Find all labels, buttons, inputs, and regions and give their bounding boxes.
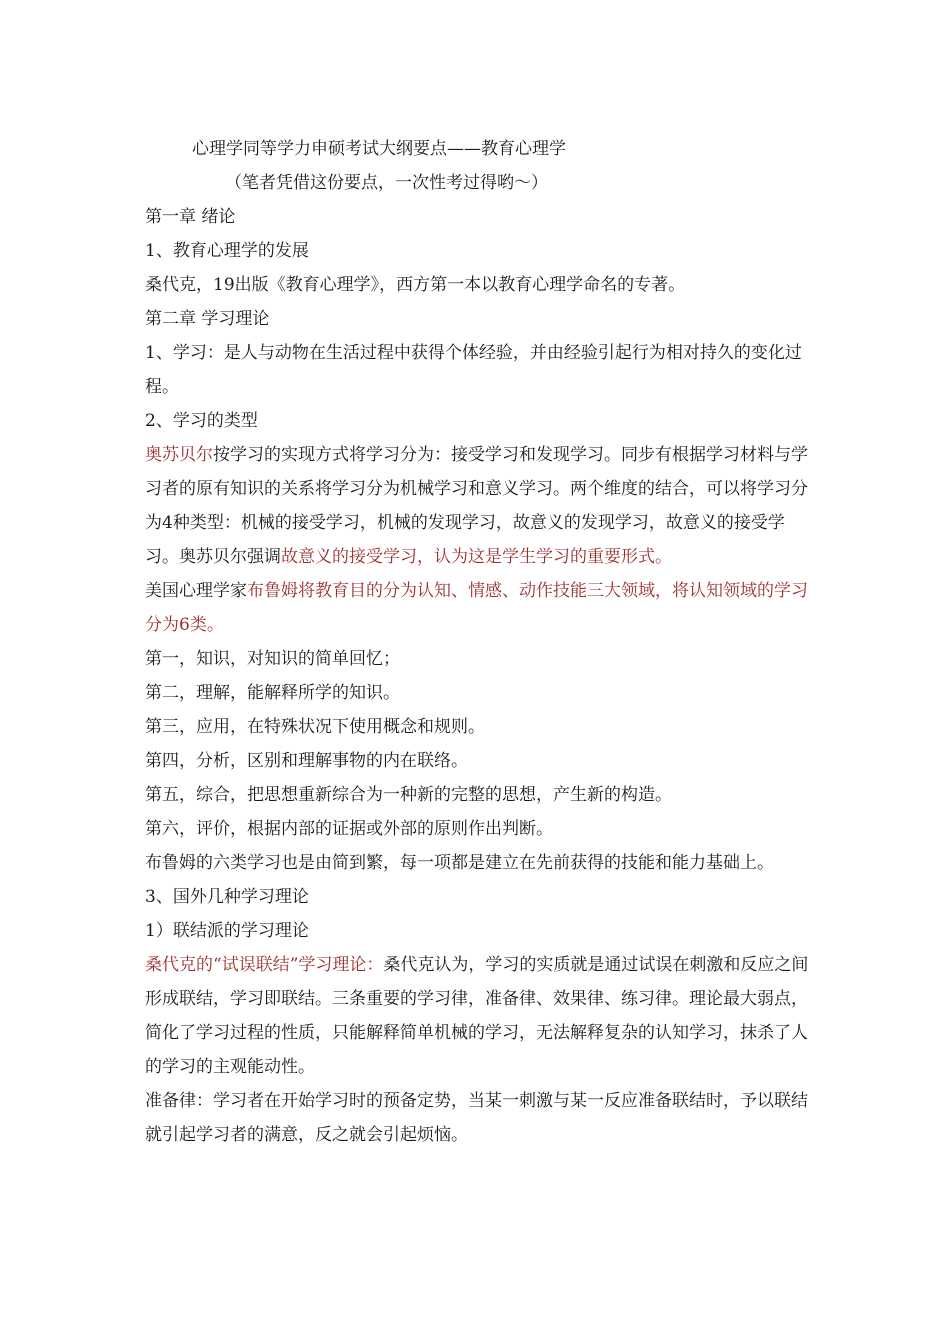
section-heading: 3、国外几种学习理论 bbox=[145, 887, 309, 907]
paragraph: 1、学习：是人与动物在生活过程中获得个体经验，并由经验引起行为相对持久的变化过程。 bbox=[145, 343, 802, 397]
highlight-label: 桑代克的“试误联结”学习理论： bbox=[145, 955, 384, 975]
subsection-heading: 1）联结派的学习理论 bbox=[145, 921, 309, 941]
paragraph: 准备律：学习者在开始学习时的预备定势，当某一刺激与某一反应准备联结时，予以联结就引起学习者的满意，反之就会引起烦恼。 bbox=[145, 1091, 808, 1145]
thorndike-paragraph bbox=[145, 948, 810, 1084]
section-heading: 2、学习的类型 bbox=[145, 411, 258, 431]
paragraph: 桑代克，19出版《教育心理学》，西方第一本以教育心理学命名的专著。 bbox=[145, 275, 686, 295]
document-title: 心理学同等学力申硕考试大纲要点——教育心理学 bbox=[192, 139, 566, 159]
document-body bbox=[145, 132, 810, 1152]
paragraph: 布鲁姆的六类学习也是由简到繁，每一项都是建立在先前获得的技能和能力基础上。 bbox=[145, 853, 774, 873]
highlight-text: 布鲁姆将教育目的分为认知、情感、动作技能三大领域，将认知领域的学习分为6类。 bbox=[145, 581, 808, 635]
list-item: 第三，应用，在特殊状况下使用概念和规则。 bbox=[145, 717, 485, 737]
list-item: 第一，知识，对知识的简单回忆； bbox=[145, 649, 400, 669]
list-item: 第五，综合，把思想重新综合为一种新的完整的思想，产生新的构造。 bbox=[145, 785, 672, 805]
chapter-1-heading: 第一章 绪论 bbox=[145, 207, 236, 227]
highlight-text: 故意义的接受学习，认为这是学生学习的重要形式。 bbox=[281, 547, 672, 567]
list-item: 第六，评价，根据内部的证据或外部的原则作出判断。 bbox=[145, 819, 553, 839]
paragraph-text: 桑代克认为，学习的实质就是通过试误在刺激和反应之间形成联结，学习即联结。三条重要的学习律，准备律、效果律、练习律。理论最大弱点，简化了学习过程的性质，只能解释简单机械的学习，无法解释复杂的认知学习，抹杀了人的学习的主观能动性。 bbox=[145, 955, 809, 1077]
bloom-paragraph bbox=[145, 574, 810, 642]
paragraph-text: 按学习的实现方式将学习分为：接受学习和发现学习。同步有根据学习材料与学习者的原有知识的关系将学习分为机械学习和意义学习。两个维度的结合，可以将学习分为4种类型：机械的接受学习，机械的发现学习，故意义的发现学习，故意义的接受学习。奥苏贝尔强调 bbox=[145, 445, 808, 567]
document-subtitle: （笔者凭借这份要点，一次性考过得哟～） bbox=[225, 173, 548, 193]
highlight-name: 奥苏贝尔 bbox=[145, 445, 213, 465]
ausubel-paragraph bbox=[145, 438, 810, 574]
chapter-2-heading: 第二章 学习理论 bbox=[145, 309, 270, 329]
paragraph-text: 美国心理学家 bbox=[145, 581, 247, 601]
list-item: 第二，理解，能解释所学的知识。 bbox=[145, 683, 400, 703]
list-item: 第四，分析，区别和理解事物的内在联络。 bbox=[145, 751, 468, 771]
section-heading: 1、教育心理学的发展 bbox=[145, 241, 309, 261]
